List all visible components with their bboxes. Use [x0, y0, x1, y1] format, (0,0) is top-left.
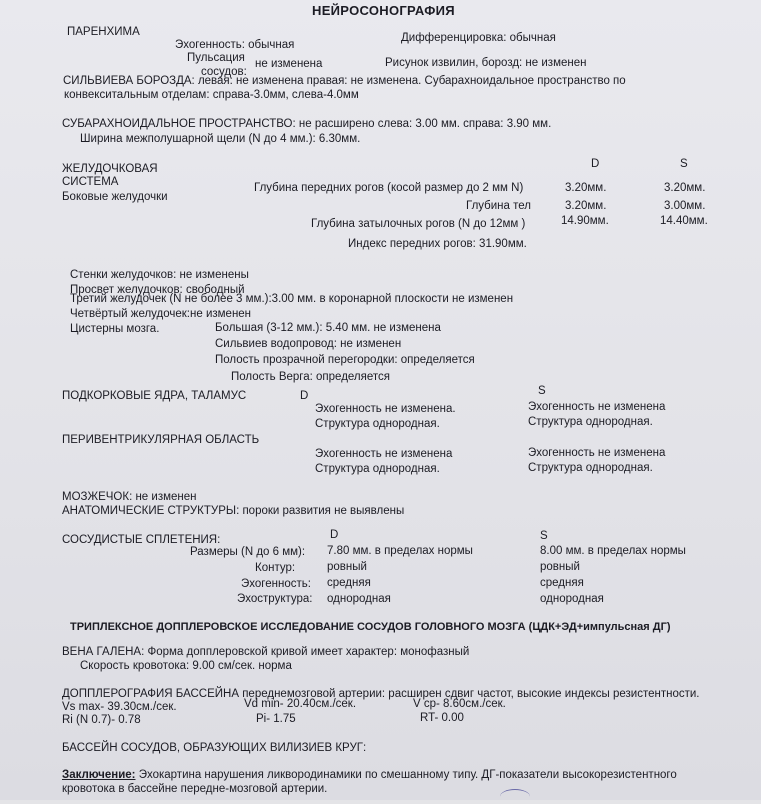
ventricles-row-d: 3.20мм.: [565, 182, 607, 194]
parenchyma-heading: ПАРЕНХИМА: [67, 26, 140, 38]
pulsation-label-2: сосудов:: [201, 66, 247, 78]
plexus-row-d: 7.80 мм. в пределах нормы: [327, 545, 473, 557]
plexus-heading: СОСУДИСТЫЕ СПЛЕТЕНИЯ:: [62, 534, 221, 546]
subcortical-s-echogenicity: Эхогенность не изменена: [528, 401, 666, 413]
ventricles-row-s: 3.00мм.: [664, 200, 706, 212]
ventricles-row-label: Глубина затылочных рогов (N до 12мм ): [311, 218, 526, 230]
plexus-col-d: D: [330, 529, 339, 541]
sylvian-aqueduct: Сильвиев водопровод: не изменен: [215, 338, 402, 350]
periventricular-s-echogenicity: Эхогенность не изменена: [528, 447, 666, 459]
plexus-row-d: однородная: [327, 593, 391, 605]
cerebellum: МОЗЖЕЧОК: не изменен: [62, 491, 197, 503]
parenchyma-echogenicity: Эхогенность: обычная: [175, 39, 295, 51]
subarachnoid-line-2: Ширина межполушарной щели (N до 4 мм.): 6.30мм.: [80, 133, 361, 145]
doppler-title: ТРИПЛЕКСНОЕ ДОППЛЕРОВСКОЕ ИССЛЕДОВАНИЕ СОСУДОВ ГОЛОВНОГО МОЗГА (ЦДК+ЭД+импульсная ДГ): [70, 621, 671, 633]
ventricles-heading-1: ЖЕЛУДОЧКОВАЯ: [62, 163, 158, 175]
plexus-row-s: ровный: [540, 561, 580, 573]
third-ventricle: Третий желудочек (N не более 3 мм.):3.00 мм. в коронарной плоскости не изменен: [70, 293, 514, 305]
subcortical-d-structure: Структура однородная.: [315, 418, 440, 430]
plexus-row-s: 8.00 мм. в пределах нормы: [540, 545, 686, 557]
parenchyma-pattern: Рисунок извилин, борозд: не изменен: [385, 57, 587, 69]
aca-v-cp: V ср- 8.60см./сек.: [413, 698, 506, 710]
plexus-row-s: однородная: [540, 593, 604, 605]
galen-line-2: Скорость кровотока: 9.00 см/сек. норма: [80, 660, 292, 672]
ventricles-index: Индекс передних рогов: 31.90мм.: [348, 238, 527, 250]
verga-cavity: Полость Верга: определяется: [231, 371, 390, 383]
conclusion-label: Заключение:: [62, 769, 136, 781]
aca-rt: RT- 0.00: [420, 712, 464, 724]
report-title: НЕЙРОСОНОГРАФИЯ: [312, 3, 455, 18]
ventricles-heading-2: СИСТЕМА: [62, 176, 119, 188]
ventricles-col-s: S: [680, 158, 688, 170]
periventricular-d-echogenicity: Эхогенность не изменена: [315, 448, 453, 460]
subarachnoid-line-1: СУБАРАХНОИДАЛЬНОЕ ПРОСТРАНСТВО: не расширено слева: 3.00 мм. справа: 3.90 мм.: [62, 118, 552, 130]
plexus-row-label: Эхогенность:: [241, 578, 311, 590]
plexus-row-d: средняя: [327, 577, 371, 589]
ventricles-row-d: 14.90мм.: [561, 215, 609, 227]
plexus-row-label: Размеры (N до 6 мм):: [190, 546, 306, 558]
ventricles-subheading: Боковые желудочки: [62, 191, 168, 203]
ventricles-row-label: Глубина передних рогов (косой размер до 2 мм N): [254, 182, 524, 194]
periventricular-s-structure: Структура однородная.: [528, 462, 653, 474]
aca-vd-min: Vd min- 20.40см./сек.: [244, 698, 357, 710]
plexus-row-label: Контур:: [255, 562, 296, 574]
ventricle-lumen: Просвет желудочков: свободный: [70, 284, 245, 296]
ventricles-row-s: 3.20мм.: [664, 182, 706, 194]
pulsation-value: не изменена: [255, 58, 323, 70]
aca-line-1: ДОППЛЕРОГРАФИЯ БАССЕЙНА переднемозговой артерии: расширен сдвиг частот, высокие индексы резистентности.: [62, 688, 700, 700]
pulsation-label-1: Пульсация: [187, 52, 245, 64]
subcortical-col-d: D: [300, 390, 309, 402]
ventricles-row-d: 3.20мм.: [565, 200, 607, 212]
conclusion-line-1: [62, 768, 677, 782]
plexus-col-s: S: [540, 530, 548, 542]
aca-vs-max: Vs max- 39.30см./сек.: [62, 701, 177, 713]
anatomic-structures: АНАТОМИЧЕСКИЕ СТРУКТУРЫ: пороки развития не выявлены: [62, 505, 405, 517]
cisterns-label: Цистерны мозга.: [70, 323, 160, 335]
aca-pi: Pi- 1.75: [256, 713, 296, 725]
ventricles-row-label: Глубина тел: [466, 200, 531, 212]
sylvian-line-1: СИЛЬВИЕВА БОРОЗДА: левая: не изменена правая: не изменена. Субарахноидальное пространство по: [63, 75, 626, 87]
periventricular-d-structure: Структура однородная.: [315, 463, 440, 475]
ventricle-walls: Стенки желудочков: не изменены: [70, 269, 249, 281]
subcortical-d-echogenicity: Эхогенность не изменена.: [315, 403, 456, 415]
aca-ri: Ri (N 0.7)- 0.78: [62, 714, 141, 726]
periventricular-heading: ПЕРИВЕНТРИКУЛЯРНАЯ ОБЛАСТЬ: [62, 434, 260, 446]
subcortical-heading: ПОДКОРКОВЫЕ ЯДРА, ТАЛАМУС: [62, 390, 247, 402]
cisterns-value: Большая (3-12 мм.): 5.40 мм. не изменена: [215, 322, 441, 334]
subcortical-s-structure: Структура однородная.: [528, 416, 653, 428]
parenchyma-differentiation: Дифференцировка: обычная: [401, 32, 556, 44]
fourth-ventricle: Четвёртый желудочек:не изменен: [70, 308, 252, 320]
plexus-row-d: ровный: [327, 561, 367, 573]
sylvian-line-2: конвекситальным отделам: справа-3.0мм, слева-4.0мм: [64, 89, 359, 101]
ventricles-row-s: 14.40мм.: [660, 215, 708, 227]
willis-heading: БАССЕЙН СОСУДОВ, ОБРАЗУЮЩИХ ВИЛИЗИЕВ КРУГ:: [62, 742, 367, 754]
septum-pellucidum: Полость прозрачной перегородки: определяется: [215, 354, 475, 366]
pen-mark: [500, 789, 530, 804]
conclusion-text-1: Эхокартина нарушения ликвородинамики по смешанному типу. ДГ-показатели высокорезистентного: [135, 769, 677, 781]
galen-line-1: ВЕНА ГАЛЕНА: Форма допплеровской кривой имеет характер: монофазный: [62, 646, 470, 658]
conclusion-line-2: кровотока в бассейне передне-мозговой артерии.: [62, 783, 328, 795]
ventricles-col-d: D: [591, 158, 600, 170]
subcortical-col-s: S: [538, 385, 546, 397]
plexus-row-s: средняя: [540, 577, 584, 589]
plexus-row-label: Эхоструктура:: [237, 593, 313, 605]
